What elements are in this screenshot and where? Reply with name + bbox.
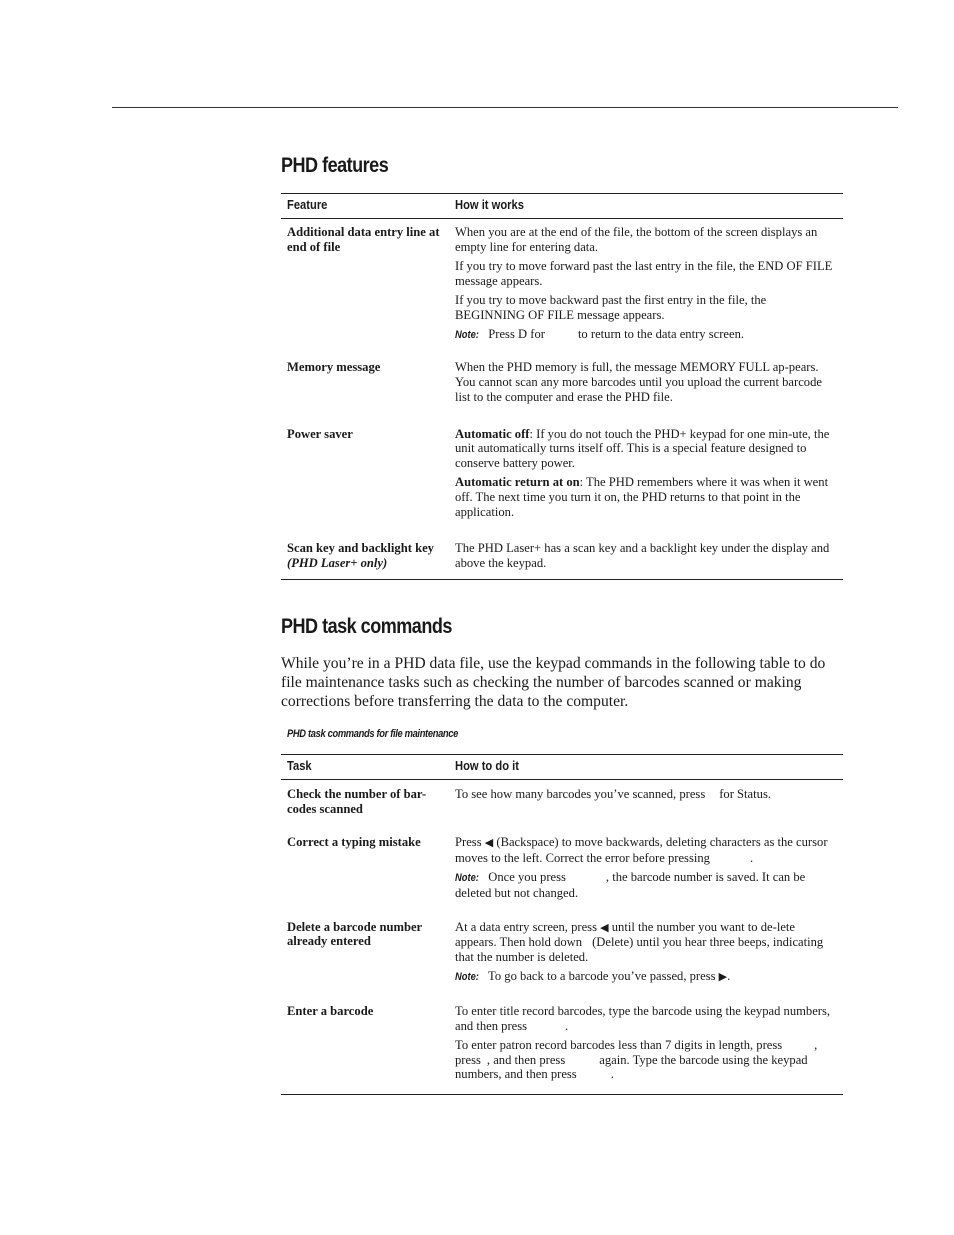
right-arrow-icon: ▶: [718, 970, 728, 984]
paragraph: Press ◀ (Backspace) to move backwards, deleting characters as the cursor moves to the left. Correct the error before pressing .: [455, 835, 828, 866]
features-heading: PHD features: [281, 154, 389, 177]
task-commands-heading: PHD task commands: [281, 615, 452, 638]
col-header-task: Task: [281, 755, 449, 780]
note: Note: Once you press , the barcode number is saved. It can be deleted but not changed.: [455, 870, 806, 901]
paragraph: If you try to move backward past the first entry in the file, the BEGINNING OF FILE message appears.: [455, 292, 767, 322]
note-label: Note:: [455, 872, 479, 885]
table-row: [281, 219, 843, 361]
col-header-feature: Feature: [281, 194, 449, 219]
table-row: [281, 835, 843, 919]
table-row: [281, 360, 843, 418]
paragraph: When you are at the end of the file, the bottom of the screen displays an empty line for entering data.: [455, 225, 818, 254]
intro-paragraph: While you’re in a PHD data file, use the keypad commands in the following table to do file maintenance tasks such as checking the number of barcodes scanned or making corrections before transferring the data to the computer.: [281, 655, 826, 710]
note-label: Note:: [455, 328, 479, 341]
table-row: [281, 535, 843, 579]
feature-name: Scan key and backlight key (PHD Laser+ only): [281, 535, 449, 579]
task-name: Check the number of bar-codes scanned: [287, 787, 427, 816]
feature-name: Additional data entry line at end of file: [287, 225, 440, 254]
top-rule: [112, 107, 898, 108]
note: Note: Press D for to return to the data entry screen.: [455, 326, 745, 341]
paragraph: To enter patron record barcodes less than 7 digits in length, press , press , and then press again. Type the barcode using the keypad numbers, and then press .: [455, 1037, 818, 1082]
paragraph: When the PHD memory is full, the message MEMORY FULL ap-pears. You cannot scan any more barcodes until you upload the current barcode list to the computer and erase the PHD file.: [455, 360, 822, 404]
left-arrow-icon: ◀: [484, 836, 494, 850]
paragraph: Automatic off: If you do not touch the PHD+ keypad for one min-ute, the unit automatically turns itself off. This is a special feature designed to conserve battery power.: [455, 426, 830, 470]
task-name: Correct a typing mistake: [287, 835, 421, 850]
note: Note: To go back to a barcode you’ve passed, press ▶.: [455, 969, 731, 984]
table-caption: PHD task commands for file maintenance: [287, 728, 459, 740]
task-name: Enter a barcode: [281, 1004, 449, 1095]
left-arrow-icon: ◀: [600, 920, 609, 934]
table-row: [281, 920, 843, 1004]
feature-name: Memory message: [287, 360, 381, 375]
paragraph: The PHD Laser+ has a scan key and a backlight key under the display and above the keypad.: [455, 541, 830, 570]
paragraph: At a data entry screen, press ◀ until the number you want to de-lete appears. Then hold down (Delete) until you hear three beeps, indicating that the number is deleted.: [455, 919, 824, 965]
col-header-how-to-do-it: How to do it: [449, 755, 843, 780]
feature-name: Power saver: [287, 426, 353, 441]
table-row: [281, 1004, 843, 1095]
paragraph: If you try to move forward past the last entry in the file, the END OF FILE message appears.: [455, 258, 833, 288]
table-row: [281, 780, 843, 836]
paragraph: To see how many barcodes you’ve scanned, press for Status.: [455, 787, 771, 801]
col-header-how-it-works: How it works: [449, 194, 843, 219]
paragraph: Automatic return at on: The PHD remembers where it was when it went off. The next time you turn it on, the PHD returns to that point in the application.: [455, 475, 829, 519]
features-table: [281, 193, 843, 580]
paragraph: To enter title record barcodes, type the barcode using the keypad numbers, and then press .: [455, 1004, 831, 1033]
task-commands-table: [281, 754, 843, 1095]
task-name: Delete a barcode number already entered: [287, 919, 422, 949]
note-label: Note:: [455, 971, 479, 984]
table-row: [281, 419, 843, 536]
